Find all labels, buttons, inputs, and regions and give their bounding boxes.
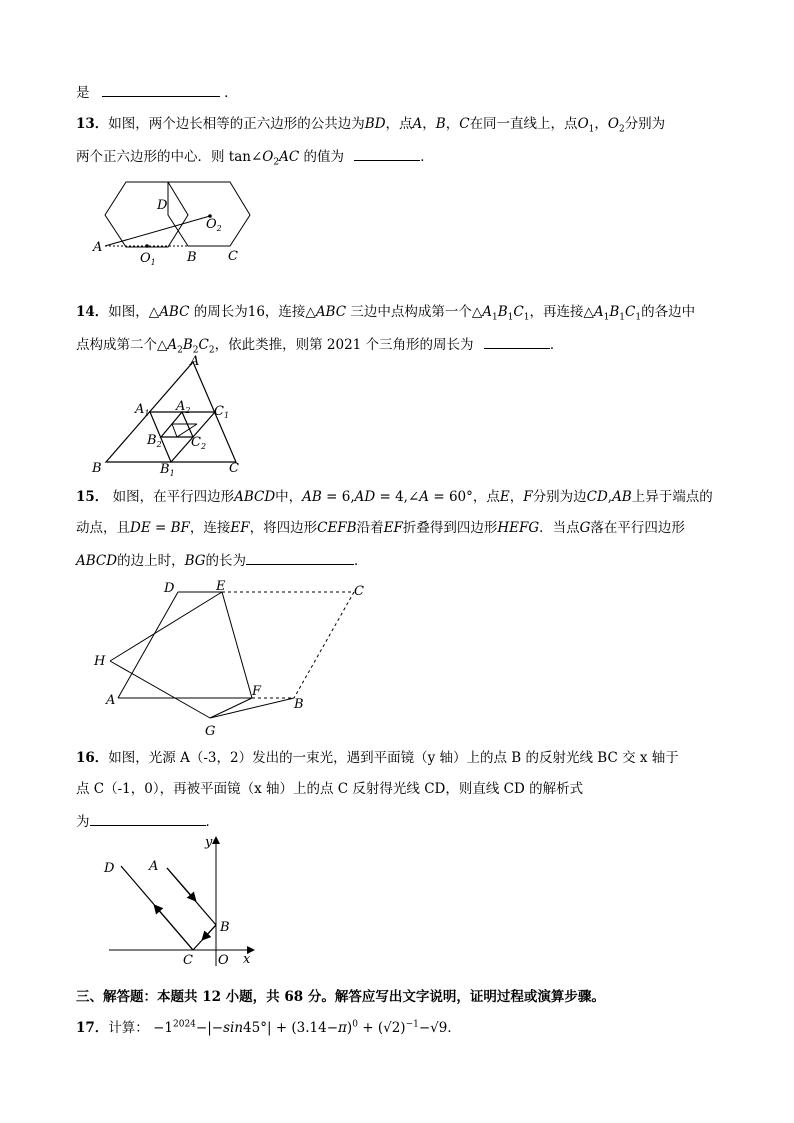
side-hg bbox=[110, 661, 210, 718]
q12-answer-line: 是 ． bbox=[76, 82, 238, 102]
q14-answer-blank[interactable] bbox=[484, 334, 550, 349]
q15-answer-blank[interactable] bbox=[246, 550, 354, 565]
q14-line2: 点构成第二个$\triangle A_2B_2C_2$，依此类推，则第 2021 个三角形的周长为 ． bbox=[76, 334, 563, 354]
section-3-title: 三、解答题：本题共 12 小题，共 68 分。解答应写出文字说明，证明过程或演算步骤。 bbox=[76, 989, 605, 1005]
ray-a-b-arrow bbox=[167, 868, 195, 900]
label-b: B bbox=[187, 250, 197, 265]
ray-c-d-arrow bbox=[155, 906, 193, 950]
label-o2: $O_2$ bbox=[206, 217, 222, 233]
q16-answer-blank[interactable] bbox=[90, 811, 206, 826]
q15-line2: 动点，且DE = BF，连接EF，将四边形CEFB沿着EF折叠得到四边形HEFG．当点G落在平行四边形 bbox=[76, 520, 685, 536]
label-b: B bbox=[92, 461, 102, 476]
q17-expression: $-1^{2024}-|-\sin 45^\circ| + (3.14-\pi)^0 + (√2)^{-1}-√9$． bbox=[153, 1019, 461, 1036]
label-f: F bbox=[252, 684, 262, 699]
label-a: A bbox=[106, 693, 116, 708]
label-c2: $C_2$ bbox=[191, 435, 207, 451]
label-c: C bbox=[229, 461, 239, 476]
label-c: C bbox=[228, 249, 238, 264]
left-hexagon bbox=[105, 182, 188, 247]
q14-number: 14． bbox=[76, 304, 109, 320]
q15-line1: 15． 如图，在平行四边形ABCD中，AB = 6,AD = 4,∠A = 60°，点E，F分别为边CD,AB上异于端点的 bbox=[76, 489, 713, 505]
ray-b-c-arrow bbox=[203, 925, 216, 939]
label-g: G bbox=[205, 724, 216, 739]
side-gf bbox=[210, 698, 252, 718]
q15-line3: ABCD的边上时，BG的长为 ． bbox=[76, 550, 368, 570]
label-a: A bbox=[93, 240, 103, 255]
q17-number: 17． bbox=[76, 1020, 109, 1036]
side-cb-dashed bbox=[294, 592, 354, 698]
label-d: D bbox=[157, 198, 168, 213]
q16-line2: 点 C（-1，0），再被平面镜（x 轴）上的点 C 反射得光线 CD，则直线 CD 的解析式 bbox=[76, 781, 584, 797]
q17-line: 17．计算： $-1^{2024}-|-\sin 45^\circ| + (3.14-\pi)^0 + (√2)^{-1}-√9$． bbox=[76, 1019, 461, 1036]
q14-triangle-figure bbox=[88, 354, 258, 479]
label-b: B bbox=[220, 920, 230, 935]
q16-line1: 16．如图，光源 A（-3，2）发出的一束光，遇到平面镜（y 轴）上的点 B 的反射光线 BC 交 x 轴于 bbox=[76, 750, 679, 766]
label-a2: $A_2$ bbox=[176, 399, 191, 415]
label-h: H bbox=[94, 654, 106, 669]
segment-gb bbox=[210, 698, 294, 718]
q15-parallelogram-figure bbox=[90, 576, 380, 739]
q14-line1: 14．如图，△ABC 的周长为16，连接△ABC 三边中点构成第一个$\triangle A_1B_1C_1$，再连接$\triangle A_1B_1C_1$的各边中 bbox=[76, 304, 696, 323]
q13-hexagon-figure bbox=[90, 170, 260, 270]
label-a1: $A_1$ bbox=[135, 402, 150, 418]
q13-line1: 13．如图，两个边长相等的正六边形的公共边为BD，点A，B，C在同一直线上，点$O_1$，$O_2$分别为 bbox=[76, 116, 666, 135]
q13-answer-blank[interactable] bbox=[354, 146, 420, 161]
q13-number: 13． bbox=[76, 116, 109, 132]
mid-line-2 bbox=[172, 424, 177, 437]
label-d: D bbox=[104, 861, 115, 876]
q16-coordinate-figure bbox=[95, 830, 265, 970]
fold-line-ef bbox=[222, 592, 252, 698]
segment-a-o2 bbox=[105, 216, 210, 246]
label-e: E bbox=[216, 579, 226, 594]
q16-number: 16． bbox=[76, 750, 109, 766]
point-o1 bbox=[145, 244, 149, 248]
side-eh bbox=[110, 592, 222, 661]
right-hexagon bbox=[168, 182, 250, 246]
label-y: y bbox=[205, 835, 213, 850]
q13-line2: 两个正六边形的中心．则 $\tan\angle O_2AC$ 的值为 ． bbox=[76, 146, 434, 166]
label-d: D bbox=[164, 581, 175, 596]
label-o: O bbox=[218, 953, 229, 968]
q16-line3: 为 ． bbox=[76, 811, 219, 831]
q12-answer-blank[interactable] bbox=[102, 82, 220, 97]
label-c: C bbox=[183, 953, 193, 968]
q15-number: 15． bbox=[76, 489, 109, 505]
label-b1: $B_1$ bbox=[160, 462, 175, 478]
label-a: A bbox=[190, 354, 200, 369]
label-a: A bbox=[149, 859, 159, 874]
label-c: C bbox=[354, 584, 364, 599]
label-x: x bbox=[243, 952, 251, 967]
label-b2: $B_2$ bbox=[147, 433, 162, 449]
label-c1: $C_1$ bbox=[214, 404, 230, 420]
label-o1: $O_1$ bbox=[140, 251, 156, 267]
label-b: B bbox=[294, 697, 304, 712]
